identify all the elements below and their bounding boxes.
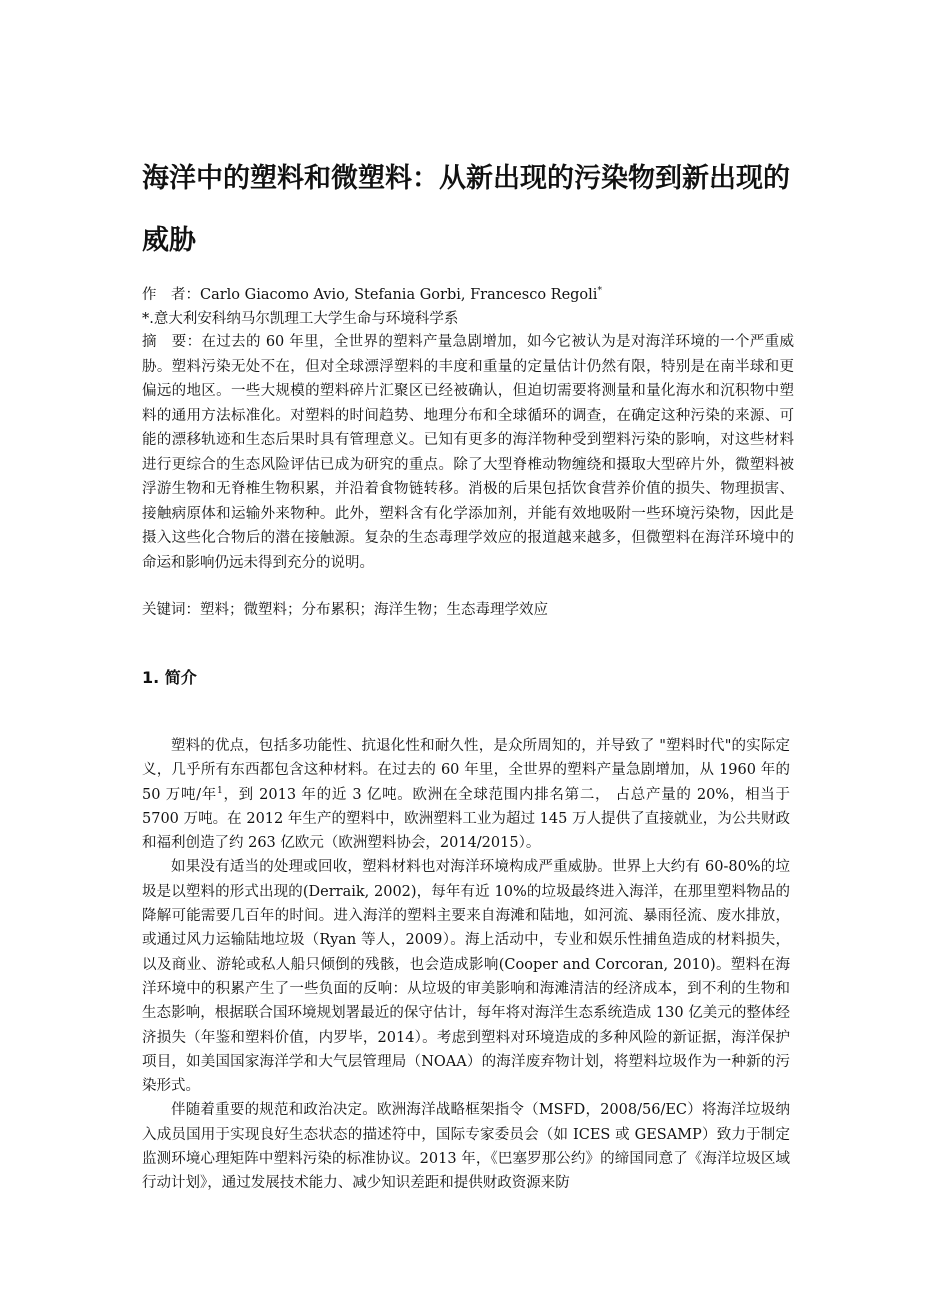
authors-line [142,283,802,307]
citation-superscript: 1 [217,785,223,796]
abstract-text: 在过去的 60 年里，全世界的塑料产量急剧增加，如今它被认为是对海洋环境的一个严重威胁。塑料污染无处不在，但对全球漂浮塑料的丰度和重量的定量估计仍然有限，特别是在南半球和更偏远的地区。一些大规模的塑料碎片汇聚区已经被确认，但迫切需要将测量和量化海水和沉积物中塑料的通用方法标准化。对塑料的时间趋势、地理分布和全球循环的调查，在确定这种污染的来源、可能的漂移轨迹和生态后果时具有管理意义。已知有更多的海洋物种受到塑料污染的影响，对这些材料进行更综合的生态风险评估已成为研究的重点。除了大型脊椎动物缠绕和摄取大型碎片外，微塑料被浮游生物和无脊椎生物积累，并沿着食物链转移。消极的后果包括饮食营养价值的损失、物理损害、接触病原体和运输外来物种。此外，塑料含有化学添加剂，并能有效地吸附一些环境污染物，因此是摄入这些化合物后的潜在接触源。复杂的生态毒理学效应的报道越来越多，但微塑料在海洋环境中的命运和影响仍远未得到充分的说明。 [142,334,795,571]
paragraph-1-part-a: 塑料的优点，包括多功能性、抗退化性和耐久性，是众所周知的，并导致了 "塑料时代"的实际定义，几乎所有东西都包含这种材料。在过去的 60 年里，全世界的塑料产量急剧增加，从 1960 年的 50 万吨/年 [142,738,790,803]
authors-label: 作 者： [142,287,200,303]
abstract-label: 摘 要： [142,334,202,350]
paragraph-1 [142,734,790,855]
author-affiliation-mark: * [597,286,602,297]
paragraph-1-part-b: ，到 2013 年的近 3 亿吨。欧洲在全球范围内排名第二， 占总产量的 20%，相当于 5700 万吨。在 2012 年生产的塑料中，欧洲塑料工业为超过 145 万人提供了直接就业，为公共财政和福利创造了约 263 亿欧元（欧洲塑料协会，2014/2015）。 [142,786,790,852]
abstract [142,330,794,575]
paragraph-2: 如果没有适当的处理或回收，塑料材料也对海洋环境构成严重威胁。世界上大约有 60-80%的垃圾是以塑料的形式出现的(Derraik, 2002)，每年有近 10%的垃圾最终进入海洋，在那里塑料物品的降解可能需要几百年的时间。进入海洋的塑料主要来自海滩和陆地，如河流、暴雨径流、废水排放，或通过风力运输陆地垃圾（Ryan 等人，2009）。海上活动中，专业和娱乐性捕鱼造成的材料损失，以及商业、游轮或私人船只倾倒的残骸，也会造成影响(Cooper and Corcoran, 2010)。塑料在海洋环境中的积累产生了一些负面的反响：从垃圾的审美影响和海滩清洁的经济成本，到不利的生物和生态影响，根据联合国环境规划署最近的保守估计，每年将对海洋生态系统造成 130 亿美元的整体经济损失（年鉴和塑料价值，内罗毕，2014）。考虑到塑料对环境造成的多种风险的新证据，海洋保护项目，如美国国家海洋学和大气层管理局（NOAA）的海洋废弃物计划，将塑料垃圾作为一种新的污染形式。 [142,859,790,1095]
keywords: 塑料；微塑料；分布累积；海洋生物；生态毒理学效应 [200,602,548,618]
keywords-label: 关键词： [142,602,200,618]
paper-title: 海洋中的塑料和微塑料：从新出现的污染物到新出现的威胁 [142,163,790,256]
author-names: Carlo Giacomo Avio, Stefania Gorbi, Francesco Regoli [200,287,598,303]
affiliation: *.意大利安科纳马尔凯理工大学生命与环境科学系 [142,311,459,327]
body-text [142,734,790,1196]
paragraph-3: 伴随着重要的规范和政治决定。欧洲海洋战略框架指令（MSFD，2008/56/EC）将海洋垃圾纳入成员国用于实现良好生态状态的描述符中，国际专家委员会（如 ICES 或 GESAMP）致力于制定监测环境心理矩阵中塑料污染的标准协议。2013 年，《巴塞罗那公约》的缔国同意了《海洋垃圾区域行动计划》，通过发展技术能力、减少知识差距和提供财政资源来防 [142,1102,790,1192]
section-heading-introduction: 1. 简介 [142,668,197,687]
keywords-line [142,598,794,622]
